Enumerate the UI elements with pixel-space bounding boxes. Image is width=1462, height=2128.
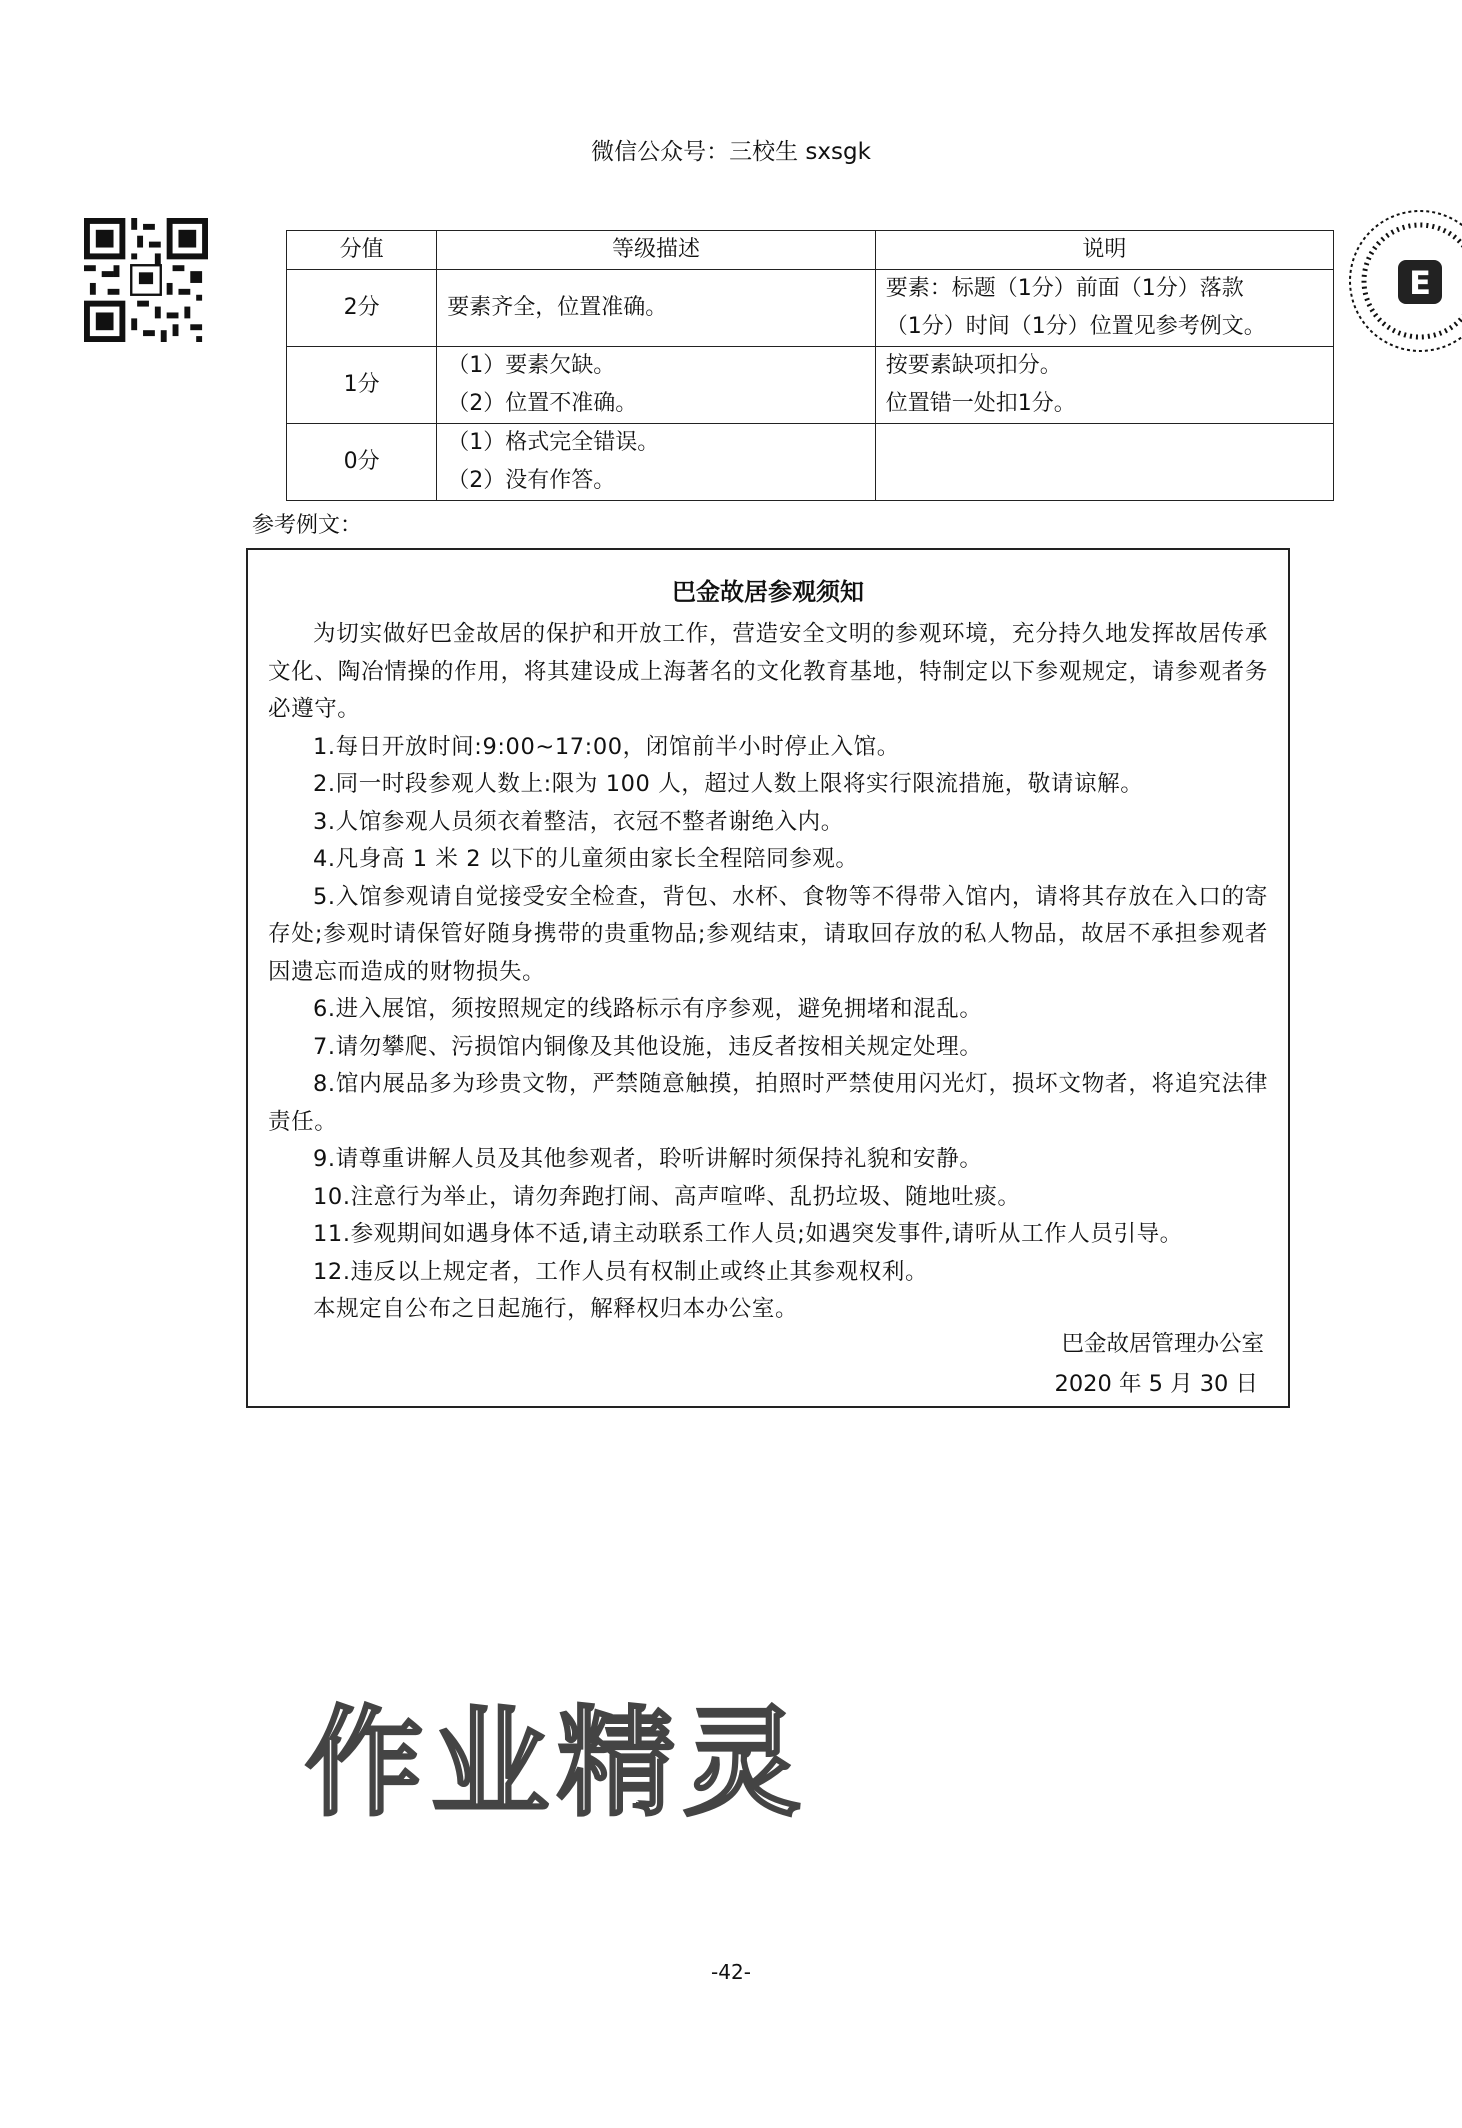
- wechat-header: 微信公众号：三校生 sxsgk: [591, 139, 871, 165]
- header-score: 分值: [287, 231, 437, 270]
- notice-rule: 3.人馆参观人员须衣着整洁，衣冠不整者谢绝入内。: [313, 808, 844, 835]
- reference-notice-box: [246, 548, 1290, 1408]
- desc-cell: （1）要素欠缺。 （2）位置不准确。: [437, 347, 875, 424]
- score-table: [286, 230, 1334, 501]
- notice-rule: 1.每日开放时间:9:00~17:00，闭馆前半小时停止入馆。: [313, 733, 900, 760]
- note-cell: 按要素缺项扣分。 位置错一处扣1分。: [875, 347, 1333, 424]
- notice-intro: 为切实做好巴金故居的保护和开放工作，营造安全文明的参观环境，充分持久地发挥故居传承文化、陶冶情操的作用，将其建设成上海著名的文化教育基地，特制定以下参观规定，请参观者务必遵守。: [268, 621, 1268, 722]
- table-row: [287, 347, 1334, 424]
- notice-title: 巴金故居参观须知: [672, 578, 864, 606]
- mini-program-code-icon: [1330, 202, 1462, 360]
- watermark: 作业精灵: [305, 1694, 810, 1832]
- reference-label: 参考例文：: [252, 513, 363, 538]
- note-cell: 要素：标题（1分）前面（1分）落款 （1分）时间（1分）位置见参考例文。: [875, 270, 1333, 347]
- notice-rule: 4.凡身高 1 米 2 以下的儿童须由家长全程陪同参观。: [313, 846, 859, 872]
- notice-rule: 7.请勿攀爬、污损馆内铜像及其他设施，违反者按相关规定处理。: [313, 1033, 983, 1060]
- notice-date: 2020 年 5 月 30 日: [1054, 1371, 1258, 1397]
- table-row: [287, 270, 1334, 347]
- note-cell: [875, 424, 1333, 501]
- qr-code-icon: [84, 218, 208, 342]
- notice-rule: 8.馆内展品多为珍贵文物，严禁随意触摸，拍照时严禁使用闪光灯，损坏文物者，将追究法律责任。: [268, 1071, 1268, 1135]
- table-header-row: [287, 231, 1334, 270]
- header-note: 说明: [875, 231, 1333, 270]
- score-cell: 1分: [287, 347, 437, 424]
- desc-cell: 要素齐全，位置准确。: [437, 270, 875, 347]
- notice-rule: 6.进入展馆，须按照规定的线路标示有序参观，避免拥堵和混乱。: [313, 996, 983, 1022]
- score-cell: 0分: [287, 424, 437, 501]
- desc-cell: （1）格式完全错误。 （2）没有作答。: [437, 424, 875, 501]
- notice-rule: 9.请尊重讲解人员及其他参观者，聆听讲解时须保持礼貌和安静。: [313, 1146, 983, 1172]
- notice-rule: 2.同一时段参观人数上:限为 100 人，超过人数上限将实行限流措施，敬请谅解。: [313, 771, 1144, 797]
- notice-rule: 5.入馆参观请自觉接受安全检查，背包、水杯、食物等不得带入馆内，请将其存放在入口的寄存处;参观时请保管好随身携带的贵重物品;参观结束，请取回存放的私人物品，故居不承担参观者因遗忘而造成的财物损失。: [268, 883, 1268, 985]
- page-number: -42-: [711, 1960, 751, 1984]
- table-row: [287, 424, 1334, 501]
- notice-body: [268, 616, 1268, 1329]
- notice-closing: 本规定自公布之日起施行，解释权归本办公室。: [313, 1296, 799, 1322]
- notice-rule: 10.注意行为举止，请勿奔跑打闹、高声喧哗、乱扔垃圾、随地吐痰。: [313, 1183, 1021, 1210]
- score-cell: 2分: [287, 270, 437, 347]
- notice-rule: 11.参观期间如遇身体不适,请主动联系工作人员;如遇突发事件,请听从工作人员引导。: [313, 1221, 1183, 1247]
- svg-text:E: E: [1409, 264, 1431, 302]
- header-level: 等级描述: [437, 231, 875, 270]
- notice-rule: 12.违反以上规定者，工作人员有权制止或终止其参观权利。: [313, 1258, 929, 1285]
- notice-signature: 巴金故居管理办公室: [1061, 1331, 1264, 1357]
